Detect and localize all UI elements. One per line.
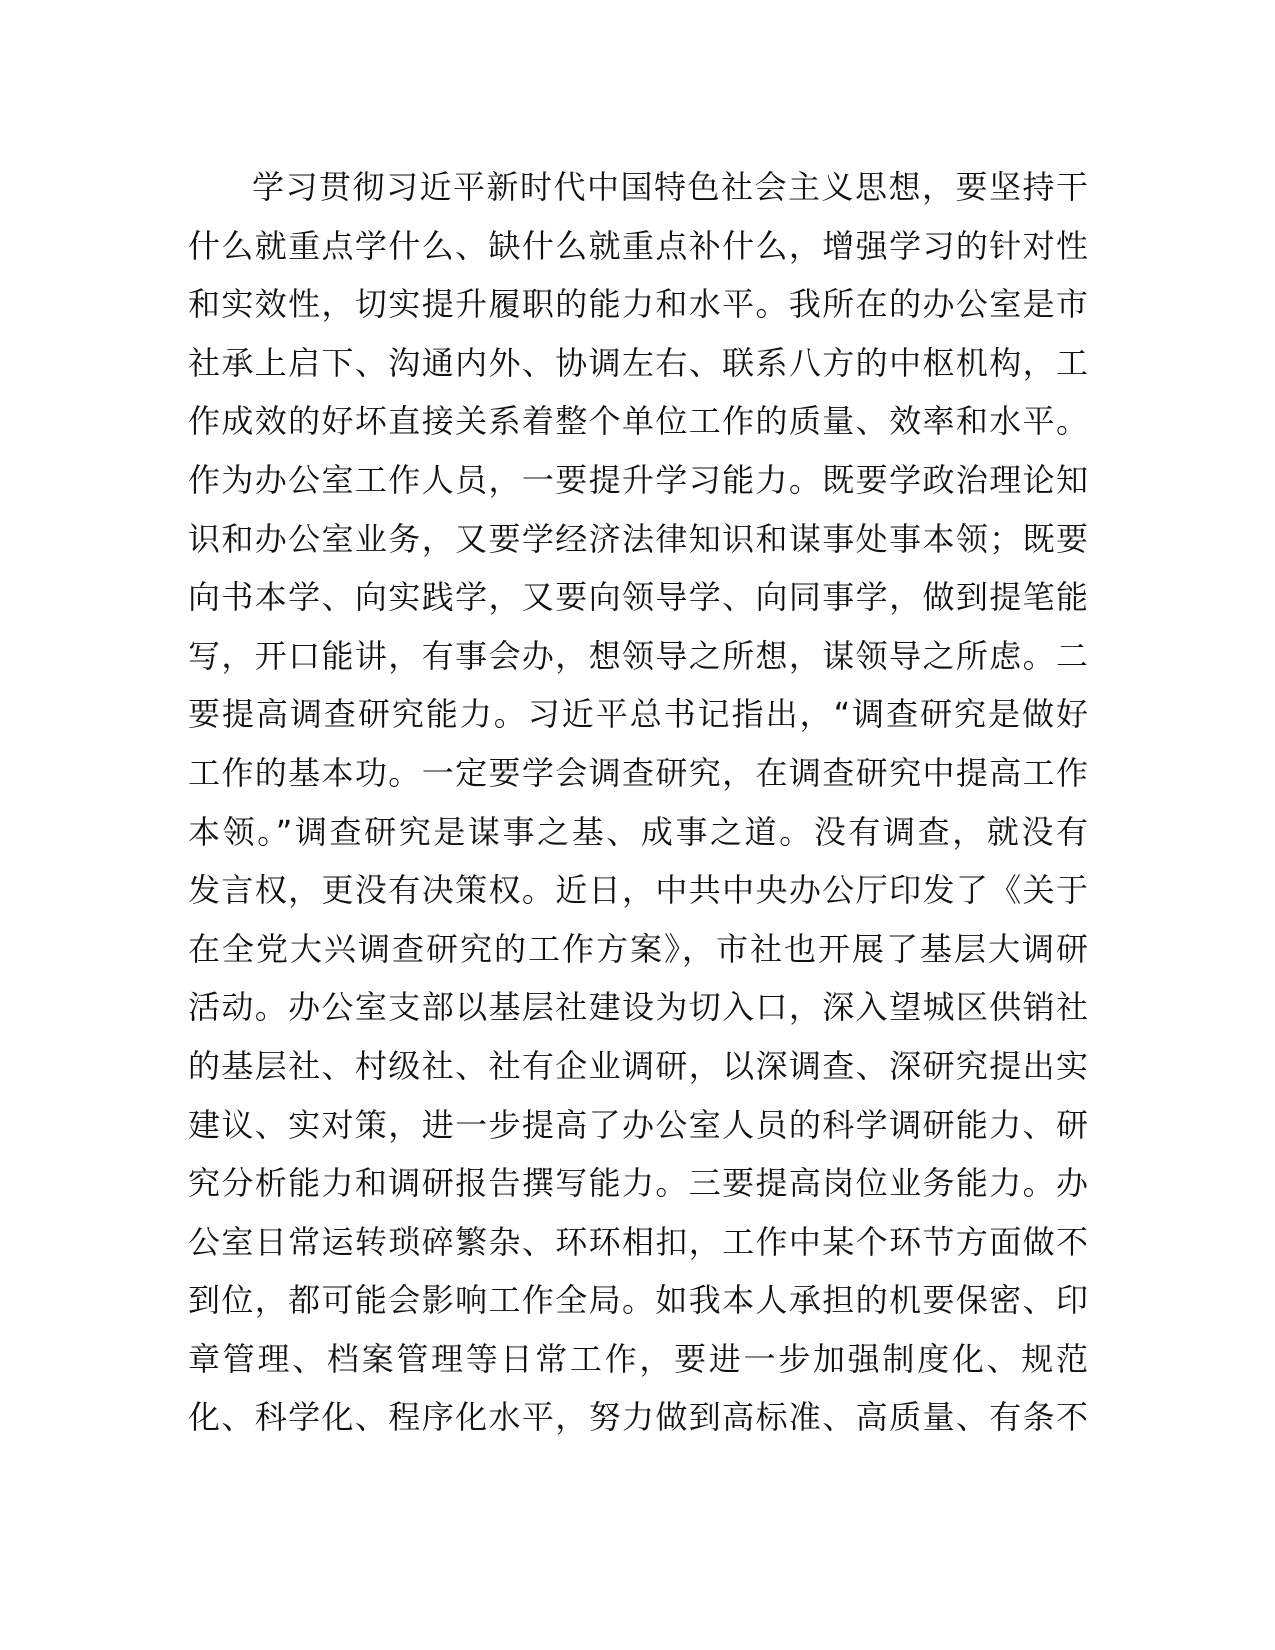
text-line: 工作的基本功。一定要学会调查研究，在调查研究中提高工作 xyxy=(188,753,1088,792)
text-line: 公室日常运转琐碎繁杂、环环相扣，工作中某个环节方面做不 xyxy=(188,1222,1088,1261)
text-line: 的基层社、村级社、社有企业调研，以深调查、深研究提出实 xyxy=(188,1046,1088,1085)
text-line: 学习贯彻习近平新时代中国特色社会主义思想，要坚持干 xyxy=(252,168,1088,206)
text-line: 究分析能力和调研报告撰写能力。三要提高岗位业务能力。办 xyxy=(188,1164,1088,1203)
text-line: 社承上启下、沟通内外、协调左右、联系八方的中枢机构，工 xyxy=(188,343,1088,382)
body-paragraph xyxy=(188,158,1088,1447)
text-line: 在全党大兴调查研究的工作方案》，市社也开展了基层大调研 xyxy=(188,929,1088,968)
text-line: 本领。”调查研究是谋事之基、成事之道。没有调查，就没有 xyxy=(188,812,1088,851)
text-line: 章管理、档案管理等日常工作，要进一步加强制度化、规范 xyxy=(188,1339,1088,1378)
text-line: 作为办公室工作人员，一要提升学习能力。既要学政治理论知 xyxy=(188,460,1088,499)
text-line: 向书本学、向实践学，又要向领导学、向同事学，做到提笔能 xyxy=(188,578,1088,617)
text-line: 识和办公室业务，又要学经济法律知识和谋事处事本领；既要 xyxy=(188,519,1088,558)
text-line: 发言权，更没有决策权。近日，中共中央办公厅印发了《关于 xyxy=(188,871,1088,910)
text-line: 和实效性，切实提升履职的能力和水平。我所在的办公室是市 xyxy=(188,285,1088,324)
text-line: 活动。办公室支部以基层社建设为切入口，深入望城区供销社 xyxy=(188,988,1088,1027)
text-line: 建议、实对策，进一步提高了办公室人员的科学调研能力、研 xyxy=(188,1105,1088,1144)
text-line: 写，开口能讲，有事会办，想领导之所想，谋领导之所虑。二 xyxy=(188,636,1088,675)
text-line: 什么就重点学什么、缺什么就重点补什么，增强学习的针对性 xyxy=(188,226,1088,265)
text-line: 化、科学化、程序化水平，努力做到高标准、高质量、有条不 xyxy=(188,1398,1088,1437)
text-line: 要提高调查研究能力。习近平总书记指出，“调查研究是做好 xyxy=(188,695,1088,734)
text-line: 到位，都可能会影响工作全局。如我本人承担的机要保密、印 xyxy=(188,1281,1088,1320)
text-line: 作成效的好坏直接关系着整个单位工作的质量、效率和水平。 xyxy=(188,402,1088,441)
